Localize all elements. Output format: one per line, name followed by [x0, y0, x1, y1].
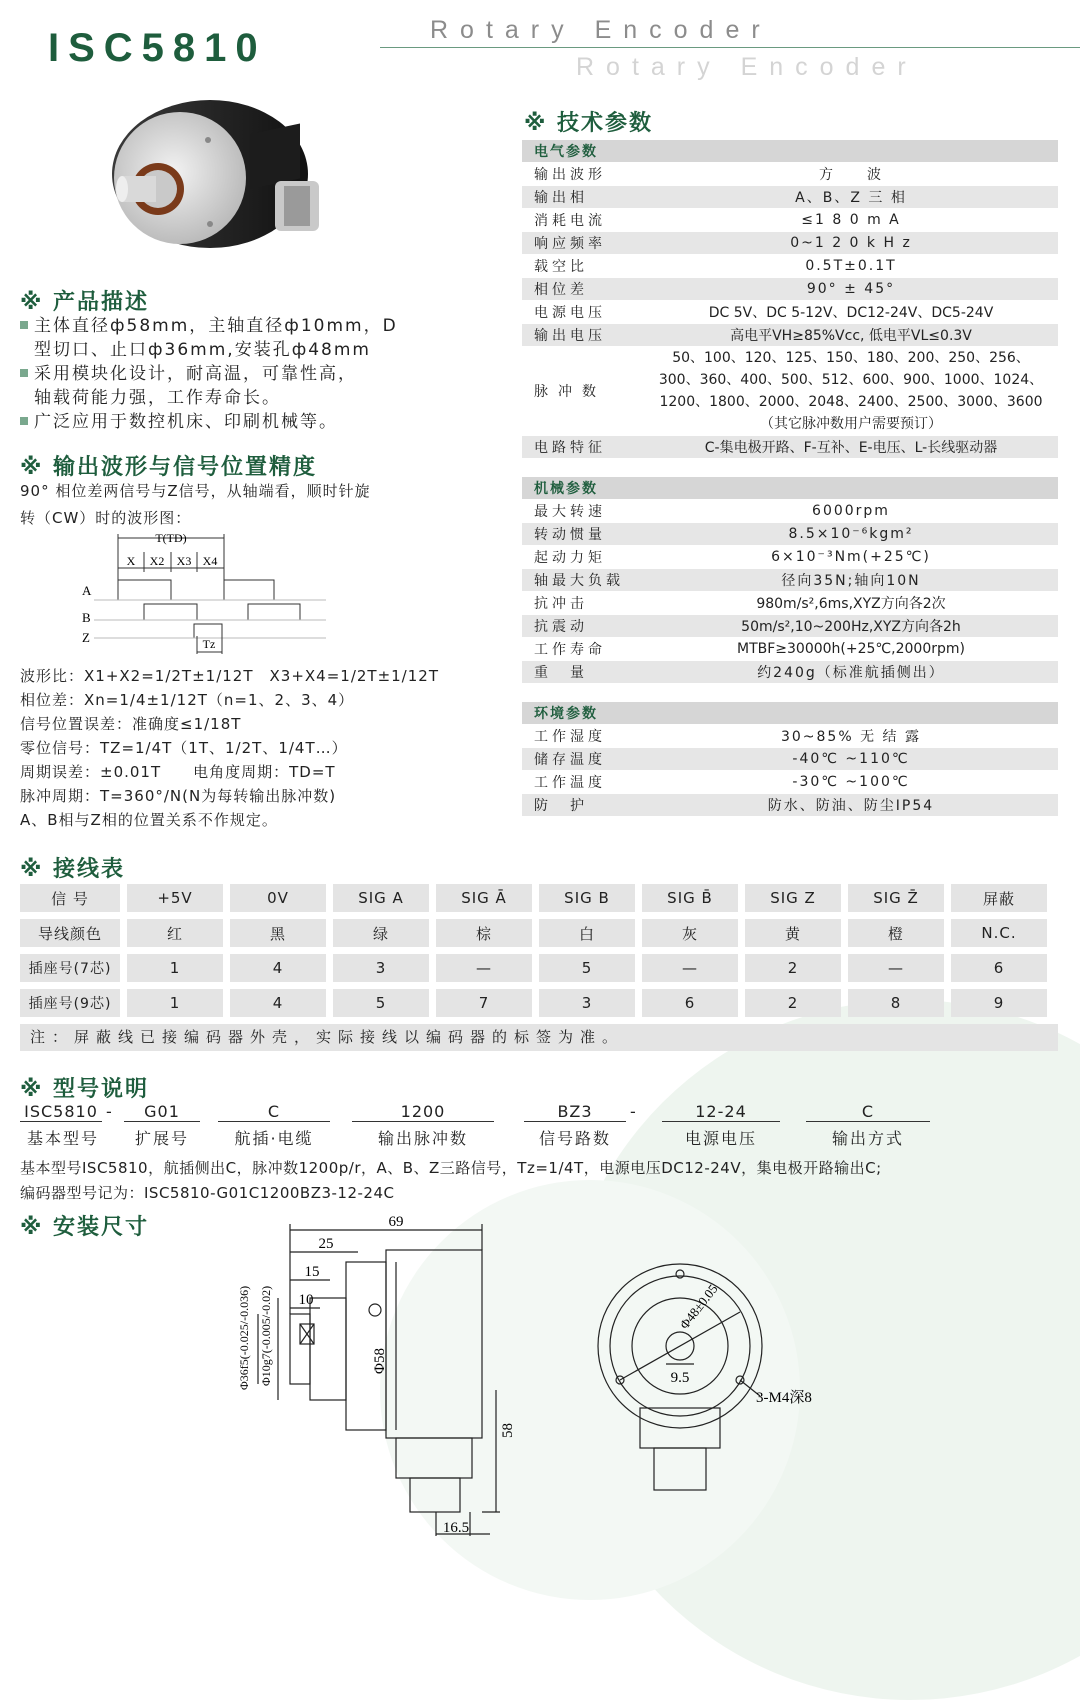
- table-cell: 6: [951, 954, 1047, 982]
- bullet-icon: [20, 369, 28, 377]
- dim-16-5: 16.5: [442, 1520, 470, 1536]
- table-cell: 信 号: [20, 884, 120, 912]
- code-base: ISC5810: [20, 1102, 102, 1122]
- label-b: B: [82, 610, 91, 625]
- table-cell: 插座号(7芯): [20, 954, 120, 982]
- label-ext: 扩展号: [134, 1129, 189, 1148]
- install-title: ※ 安装尺寸: [20, 1215, 150, 1240]
- dim-58-dia: Φ58: [372, 1348, 388, 1374]
- wiring-title: ※ 接线表: [20, 857, 126, 882]
- table-row: 工作湿度 30~85% 无 结 露: [534, 729, 921, 745]
- waveform-notes: 波形比：X1+X2=1/2T±1/12T X3+X4=1/2T±1/12T 相位差：Xn=1/4±1/12T（n=1、2、3、4） 信号位置误差：准确度≤1/18T 零位信号：TZ=1/4T（1T、1/2T、1/4T…） 周期误差：±0.01T 电角度周期：TD=T 脉冲周期：T=360°/N(N为每转输出脉冲数) A、B相与Z相的位置关系不作规定。: [20, 667, 439, 829]
- install-drawing: [200, 1206, 860, 1546]
- table-row: 消耗电流 ≤1 8 0 m A: [534, 212, 901, 229]
- label-output: 输出方式: [831, 1129, 904, 1148]
- encoder-photo: [100, 96, 340, 266]
- table-cell: 1: [127, 989, 223, 1017]
- table-row: 转动惯量 8.5×10⁻⁶kgm²: [522, 523, 1058, 545]
- dim-m4: 3-M4深8: [756, 1390, 812, 1406]
- table-cell: 屏蔽: [951, 884, 1047, 912]
- model-example: 基本型号ISC5810，航插侧出C，脉冲数1200p/r，A、B、Z三路信号，Tz=1/4T，电源电压DC12-24V，集电极开路输出C; 编码器型号记为：ISC5810-G01C1200BZ3-12-24C: [20, 1159, 882, 1202]
- code-output: C: [806, 1102, 930, 1122]
- model-title-section: ※ 型号说明: [20, 1077, 150, 1102]
- mechanical-header: 机械参数: [522, 477, 1058, 499]
- table-cell: 5: [539, 954, 635, 982]
- table-row: [20, 989, 1058, 1017]
- label-pulse: 输出脉冲数: [377, 1129, 468, 1148]
- table-row: [20, 919, 1058, 947]
- label-z: Z: [82, 630, 90, 645]
- table-row: [20, 884, 1058, 912]
- dim-36: Φ36f5(-0.025/-0.036): [237, 1285, 251, 1390]
- table-row: 相位差 90° ± 45°: [522, 278, 1058, 300]
- label-t: T(TD): [155, 531, 187, 545]
- label-base: 基本型号: [26, 1129, 99, 1148]
- table-cell: 1: [127, 954, 223, 982]
- code-pulse: 1200: [352, 1102, 494, 1122]
- table-cell: +5V: [127, 884, 223, 912]
- bullet-icon: [20, 417, 28, 425]
- list-item: 型切口、止口ф36mm,安装孔ф48mm: [34, 340, 371, 360]
- table-cell: 3: [333, 954, 429, 982]
- dim-9-5: 9.5: [670, 1370, 690, 1386]
- table-cell: 白: [539, 919, 635, 947]
- table-cell: 2: [745, 989, 841, 1017]
- table-cell: 红: [127, 919, 223, 947]
- table-cell: 7: [436, 989, 532, 1017]
- description-title: ※ 产品描述: [20, 290, 150, 315]
- spec-table: [522, 140, 1058, 817]
- table-cell: —: [436, 954, 532, 982]
- table-row: 输出波形 方 波: [534, 167, 883, 183]
- table-row: 最大转速 6000rpm: [534, 503, 890, 520]
- waveform-diagram: [76, 528, 336, 658]
- table-cell: SIG Ā: [436, 884, 532, 912]
- model-codes: [20, 1102, 1060, 1150]
- dim-48: Φ48±0.05: [676, 1281, 721, 1332]
- label-x3: X3: [176, 554, 192, 568]
- table-cell: SIG Z̄: [848, 884, 944, 912]
- code-ext: G01: [124, 1102, 200, 1122]
- table-cell: 4: [230, 954, 326, 982]
- table-row: 载空比 0.5T±0.1T: [534, 258, 897, 275]
- dim-10g: Φ10g7(-0.005/-0.02): [259, 1285, 273, 1386]
- table-cell: 8: [848, 989, 944, 1017]
- subtitle-shadow: Rotary Encoder: [576, 53, 918, 81]
- dim-15: 15: [304, 1264, 320, 1280]
- dim-69: 69: [388, 1214, 404, 1230]
- table-cell: 2: [745, 954, 841, 982]
- table-cell: 黄: [745, 919, 841, 947]
- list-item: 采用模块化设计，耐高温，可靠性高，: [20, 362, 490, 386]
- table-row: 起动力矩 6×10⁻³Nm(+25℃): [534, 549, 931, 566]
- table-cell: 0V: [230, 884, 326, 912]
- dash: -: [630, 1102, 636, 1121]
- label-tz: Tz: [202, 637, 216, 651]
- model-title: ISC5810: [48, 26, 267, 70]
- label-a: A: [82, 583, 92, 598]
- table-cell: 4: [230, 989, 326, 1017]
- table-row: [20, 954, 1058, 982]
- waveform-title: ※ 输出波形与信号位置精度: [20, 455, 318, 480]
- table-cell: 导线颜色: [20, 919, 120, 947]
- dim-10: 10: [298, 1292, 314, 1308]
- label-conn: 航插·电缆: [234, 1129, 314, 1148]
- label-x2: X2: [149, 554, 165, 568]
- table-row: 重量 约240g（标准航插侧出）: [522, 661, 1058, 683]
- label-x: X: [126, 554, 136, 568]
- specs-title: ※ 技术参数: [524, 111, 654, 136]
- table-row: 输出相 A、B、Z 三 相: [522, 186, 1058, 208]
- description-text: [20, 314, 490, 434]
- table-cell: —: [848, 954, 944, 982]
- table-cell: SIG A: [333, 884, 429, 912]
- table-row: 储存温度 -40℃ ~110℃: [522, 748, 1058, 770]
- table-cell: 灰: [642, 919, 738, 947]
- table-row: 脉冲数 50、100、120、125、150、180、200、250、256、 300、360、400、500、512、600、900、1000、1024、 1200、1800、2000、2048、2400、2500、3000、3600 （其它脉冲数用户需要预订）: [534, 350, 1044, 432]
- code-voltage: 12-24: [662, 1102, 780, 1122]
- subtitle: Rotary Encoder: [430, 16, 772, 44]
- table-cell: N.C.: [951, 919, 1047, 947]
- label-voltage: 电源电压: [684, 1129, 757, 1148]
- table-cell: 6: [642, 989, 738, 1017]
- table-cell: —: [642, 954, 738, 982]
- table-cell: SIG B̄: [642, 884, 738, 912]
- environment-header: 环境参数: [522, 702, 1058, 724]
- table-row: 工作温度 -30℃ ~100℃: [534, 774, 910, 791]
- table-row: 电路特征 C-集电极开路、F-互补、E-电压、L-长线驱动器: [522, 436, 1058, 458]
- table-row: 防护 防水、防油、防尘IP54: [522, 794, 1058, 816]
- wiring-table: [20, 884, 1058, 1024]
- bullet-icon: [20, 321, 28, 329]
- code-signal: BZ3: [524, 1102, 626, 1122]
- label-signal: 信号路数: [538, 1129, 611, 1148]
- label-x4: X4: [202, 554, 218, 568]
- code-conn: C: [218, 1102, 330, 1122]
- table-row: 输出电压 高电平VH≥85%Vcc, 低电平VL≤0.3V: [522, 324, 1058, 346]
- table-cell: 橙: [848, 919, 944, 947]
- table-cell: 插座号(9芯): [20, 989, 120, 1017]
- table-cell: 9: [951, 989, 1047, 1017]
- table-row: 抗冲击 980m/s²,6ms,XYZ方向各2次: [534, 596, 946, 612]
- table-row: 轴最大负载 径向35N;轴向10N: [522, 569, 1058, 591]
- table-cell: 棕: [436, 919, 532, 947]
- table-row: 响应频率 0~1 2 0 k H z: [522, 232, 1058, 254]
- table-cell: 3: [539, 989, 635, 1017]
- list-item: 主体直径ф58mm，主轴直径ф10mm，D: [20, 314, 490, 338]
- dim-25: 25: [318, 1236, 334, 1252]
- table-cell: SIG B: [539, 884, 635, 912]
- header-divider: [380, 47, 1080, 48]
- waveform-intro: 90° 相位差两信号与Z信号，从轴端看，顺时针旋 转（CW）时的波形图：: [20, 482, 371, 527]
- table-cell: 绿: [333, 919, 429, 947]
- table-cell: SIG Z: [745, 884, 841, 912]
- table-cell: 黑: [230, 919, 326, 947]
- list-item: 轴载荷能力强，工作寿命长。: [34, 388, 281, 408]
- table-row: 抗震动 50m/s²,10~200Hz,XYZ方向各2h: [522, 615, 1058, 637]
- dash: -: [106, 1102, 112, 1121]
- table-cell: 5: [333, 989, 429, 1017]
- table-row: 工作寿命 MTBF≥30000h(+25℃,2000rpm): [534, 641, 965, 658]
- dim-58: 58: [500, 1423, 516, 1438]
- table-row: 电源电压 DC 5V、DC 5-12V、DC12-24V、DC5-24V: [534, 305, 994, 321]
- wiring-note: 注：屏蔽线已接编码器外壳，实际接线以编码器的标签为准。: [20, 1024, 1058, 1051]
- list-item: 广泛应用于数控机床、印刷机械等。: [20, 410, 490, 434]
- electrical-header: 电气参数: [522, 140, 1058, 162]
